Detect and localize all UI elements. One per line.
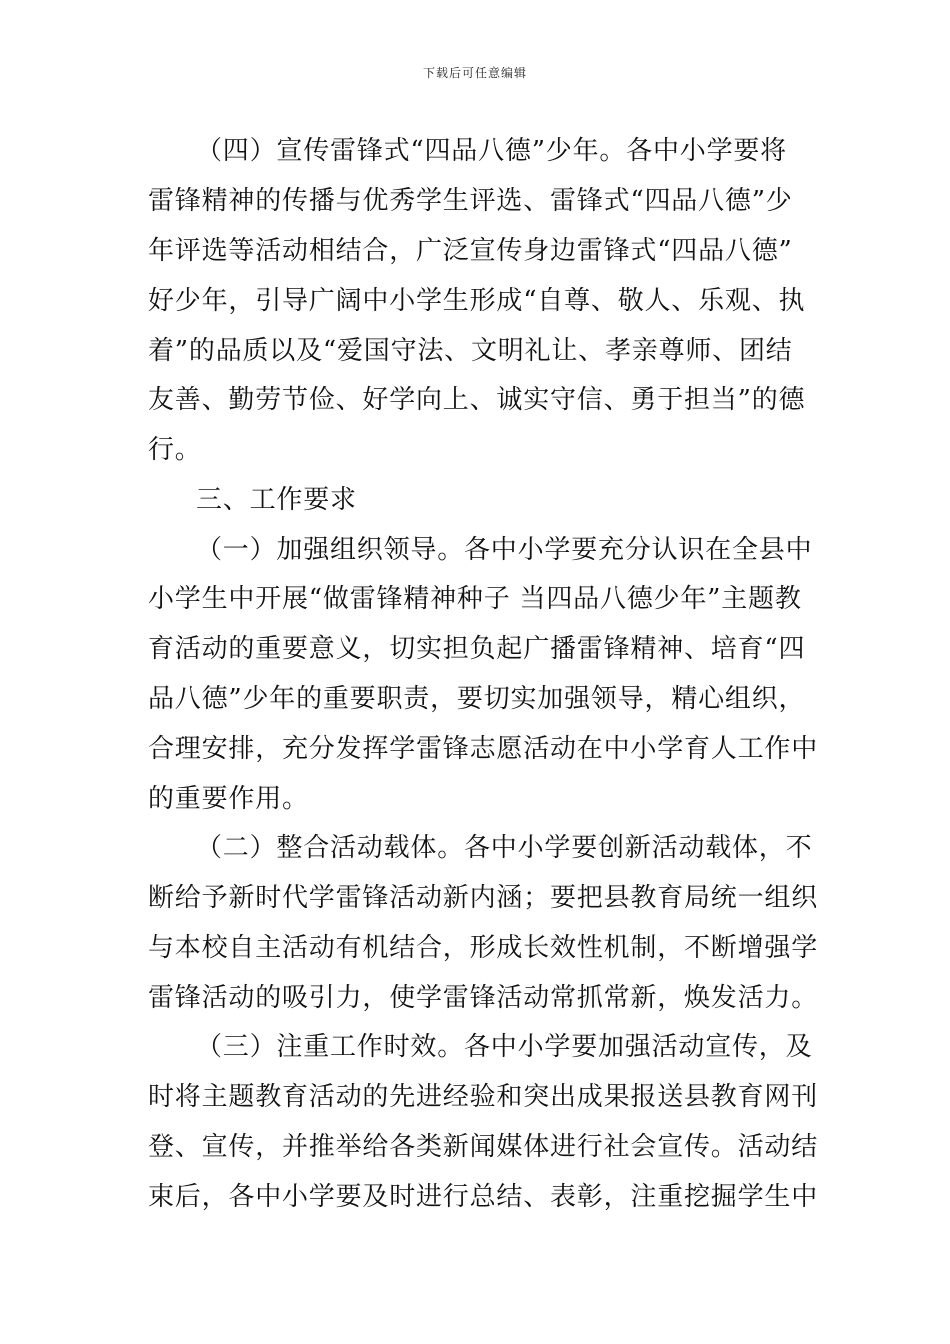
text-line-5: 着”的品质以及“爱国守法、文明礼让、孝亲尊师、团结 [148, 336, 793, 366]
text-line-3: 年评选等活动相结合，广泛宣传身边雷锋式“四品八德” [148, 236, 793, 266]
text-line-18: 雷锋活动的吸引力，使学雷锋活动常抓常新，焕发活力。 [148, 983, 819, 1013]
text-line-15: （二）整合活动载体。各中小学要创新活动载体，不 [196, 833, 813, 863]
text-line-22: 束后，各中小学要及时进行总结、表彰，注重挖掘学生中 [148, 1182, 819, 1212]
text-line-4: 好少年，引导广阔中小学生形成“自尊、敬人、乐观、执 [148, 286, 806, 316]
text-line-17: 与本校自主活动有机结合，形成长效性机制，不断增强学 [148, 933, 819, 963]
text-line-10: 小学生中开展“做雷锋精神种子 当四品八德少年”主题教 [148, 584, 802, 614]
page-header: 下载后可任意编辑 [422, 66, 527, 80]
text-line-21: 登、宣传，并推举给各类新闻媒体进行社会宣传。活动结 [148, 1132, 819, 1162]
text-line-12: 品八德”少年的重要职责，要切实加强领导，精心组织， [148, 684, 806, 714]
text-line-1: （四）宣传雷锋式“四品八德”少年。各中小学要将 [196, 136, 787, 166]
text-line-11: 育活动的重要意义，切实担负起广播雷锋精神、培育“四 [148, 634, 806, 664]
section-heading: 三、工作要求 [196, 485, 357, 515]
text-line-6: 友善、勤劳节俭、好学向上、诚实守信、勇于担当”的德 [148, 385, 806, 415]
text-line-9: （一）加强组织领导。各中小学要充分认识在全县中 [196, 535, 813, 565]
text-line-20: 时将主题教育活动的先进经验和突出成果报送县教育网刊 [148, 1082, 819, 1112]
text-line-7: 行。 [148, 435, 202, 465]
text-line-19: （三）注重工作时效。各中小学要加强活动宣传，及 [196, 1032, 813, 1062]
text-line-14: 的重要作用。 [148, 784, 309, 814]
text-line-13: 合理安排，充分发挥学雷锋志愿活动在中小学育人工作中 [148, 734, 819, 764]
text-line-16: 断给予新时代学雷锋活动新内涵；要把县教育局统一组织 [148, 883, 819, 913]
text-line-2: 雷锋精神的传播与优秀学生评选、雷锋式“四品八德”少 [148, 186, 793, 216]
